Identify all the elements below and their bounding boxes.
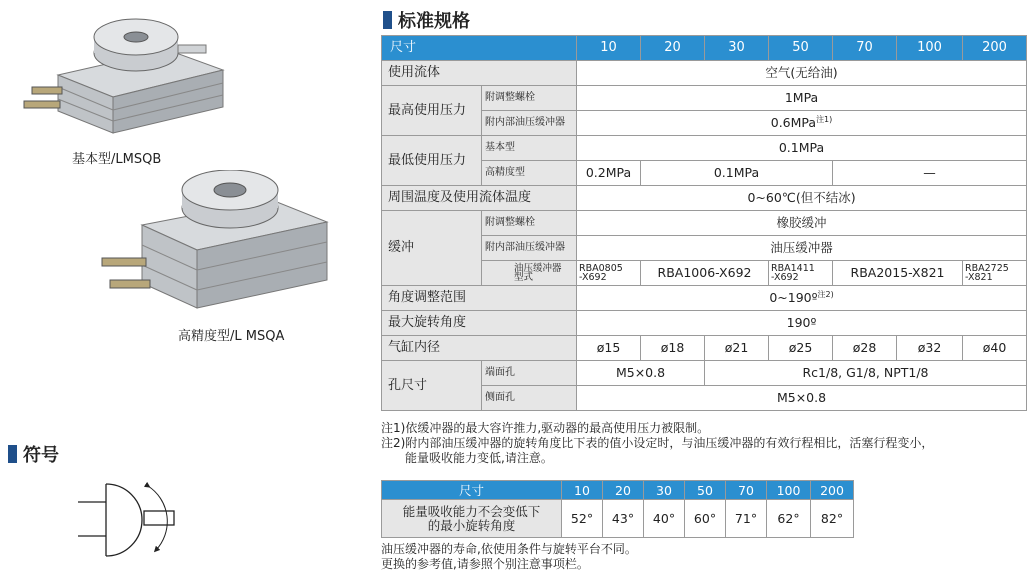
shock-model: RBA2015-X821 (833, 261, 963, 286)
temperature-value: 0~60℃(但不结冰) (577, 186, 1027, 211)
shock-model (769, 261, 833, 286)
bore-row (382, 336, 1027, 361)
max-pressure-bolt-value: 1MPa (577, 86, 1027, 111)
shock-model-label (482, 261, 577, 286)
max-pressure-shock-text: 0.6MPa (770, 115, 817, 131)
rotary-actuator-symbol-icon (76, 476, 186, 566)
bore-value: ø21 (705, 336, 769, 361)
note-2-ref: 注2) (817, 290, 834, 300)
size-col: 20 (603, 481, 644, 500)
fluid-value: 空气(无给油) (577, 61, 1027, 86)
basic-type-product-image (18, 15, 238, 140)
cushion-label: 缓冲 (382, 211, 482, 286)
note-1: 注1)依缓冲器的最大容许推力,驱动器的最高使用压力被限制。 (381, 421, 710, 435)
spec-table (381, 35, 1027, 411)
angle-range-label: 角度调整范围 (382, 286, 577, 311)
footer-notes (381, 542, 637, 572)
min-pressure-precision-value: 0.1MPa (641, 161, 833, 186)
size-header: 尺寸 (382, 36, 577, 61)
bore-value: ø15 (577, 336, 641, 361)
note-2-continued: 能量吸收能力变低,请注意。 (405, 451, 553, 465)
note-1-ref: 注1) (816, 115, 833, 125)
cushion-bolt-value: 橡胶缓冲 (577, 211, 1027, 236)
shock-model: RBA1006-X692 (641, 261, 769, 286)
temperature-row (382, 186, 1027, 211)
min-angle-value-row (382, 500, 854, 538)
size-col: 100 (897, 36, 963, 61)
note-2: 注2)附内部油压缓冲器的旋转角度比下表的值小设定时，与油压缓冲器的有效行程相比，活塞行程变小， (381, 436, 934, 450)
spec-header-row (382, 36, 1027, 61)
max-angle-label: 最大旋转角度 (382, 311, 577, 336)
angle-range-row (382, 286, 1027, 311)
port-label: 孔尺寸 (382, 361, 482, 411)
size-col: 20 (641, 36, 705, 61)
size-col: 50 (769, 36, 833, 61)
min-pressure-row (382, 136, 1027, 161)
basic-type-label: 基本型 (482, 136, 577, 161)
shock-model-line1: RBA0805 (579, 262, 623, 274)
precision-type-caption: 高精度型/L MSQA (178, 329, 285, 344)
bore-label: 气缸内径 (382, 336, 577, 361)
end-port-large-value: Rc1/8, G1/8, NPT1/8 (705, 361, 1027, 386)
min-angle-label-line2: 的最小旋转角度 (427, 517, 516, 533)
max-angle-row (382, 311, 1027, 336)
size-col: 70 (833, 36, 897, 61)
min-angle-value: 62° (767, 500, 811, 538)
heading-marker-icon (8, 445, 17, 463)
adjust-bolt-label: 附调整螺栓 (482, 86, 577, 111)
cushion-bolt-label: 附调整螺栓 (482, 211, 577, 236)
precision-type-product-image (92, 170, 337, 320)
min-angle-value: 71° (726, 500, 767, 538)
size-col: 200 (811, 481, 854, 500)
basic-type-caption: 基本型/LMSQB (72, 152, 162, 167)
min-angle-value: 43° (603, 500, 644, 538)
max-pressure-label: 最高使用压力 (382, 86, 482, 136)
fluid-row (382, 61, 1027, 86)
size-col: 100 (767, 481, 811, 500)
heading-marker-icon (383, 11, 392, 29)
bore-value: ø40 (963, 336, 1027, 361)
min-angle-label-line1: 能量吸收能力不会变低下 (402, 503, 541, 519)
max-angle-value: 190º (577, 311, 1027, 336)
min-pressure-precision-value: — (833, 161, 1027, 186)
fluid-label: 使用流体 (382, 61, 577, 86)
shock-model-line2: -X692 (771, 272, 799, 283)
symbol-heading (8, 441, 59, 467)
spec-title: 标准规格 (398, 11, 470, 32)
shock-model-label-line2: 型式 (514, 272, 534, 283)
max-pressure-row (382, 86, 1027, 111)
notes (381, 421, 1031, 466)
max-pressure-shock-value (577, 111, 1027, 136)
size-col: 70 (726, 481, 767, 500)
shock-model-line2: -X692 (579, 272, 607, 283)
side-port-value: M5×0.8 (577, 386, 1027, 411)
size-col: 10 (562, 481, 603, 500)
shock-model-line1: RBA1411 (771, 262, 815, 274)
min-pressure-label: 最低使用压力 (382, 136, 482, 186)
min-angle-value: 82° (811, 500, 854, 538)
size-col: 30 (705, 36, 769, 61)
end-port-small-value: M5×0.8 (577, 361, 705, 386)
shock-model-label-line1: 油压缓冲器 (514, 262, 562, 274)
cushion-row (382, 211, 1027, 236)
angle-range-value (577, 286, 1027, 311)
cushion-shock-value: 油压缓冲器 (577, 236, 1027, 261)
spec-heading (383, 7, 470, 33)
size-col: 200 (963, 36, 1027, 61)
shock-model (577, 261, 641, 286)
shock-model (963, 261, 1027, 286)
size-col: 10 (577, 36, 641, 61)
angle-range-text: 0~190º (769, 290, 818, 306)
shock-model-line2: -X821 (965, 272, 993, 283)
shock-absorber-label: 附内部油压缓冲器 (482, 111, 577, 136)
shock-model-line1: RBA2725 (965, 262, 1009, 274)
min-pressure-basic-value: 0.1MPa (577, 136, 1027, 161)
precision-type-label: 高精度型 (482, 161, 577, 186)
footer-line-2: 更换的参考值,请参照个别注意事项栏。 (381, 557, 589, 571)
min-angle-value: 40° (644, 500, 685, 538)
temperature-label: 周围温度及使用流体温度 (382, 186, 577, 211)
size-col: 50 (685, 481, 726, 500)
bore-value: ø18 (641, 336, 705, 361)
min-pressure-precision-value: 0.2MPa (577, 161, 641, 186)
min-angle-value: 52° (562, 500, 603, 538)
size-col: 30 (644, 481, 685, 500)
footer-line-1: 油压缓冲器的寿命,依使用条件与旋转平台不同。 (381, 542, 637, 556)
end-port-label: 端面孔 (482, 361, 577, 386)
min-angle-value: 60° (685, 500, 726, 538)
cushion-shock-label: 附内部油压缓冲器 (482, 236, 577, 261)
symbol-title: 符号 (23, 445, 59, 466)
min-angle-row-label (382, 500, 562, 538)
side-port-label: 侧面孔 (482, 386, 577, 411)
bore-value: ø28 (833, 336, 897, 361)
min-angle-header-row (382, 481, 854, 500)
bore-value: ø32 (897, 336, 963, 361)
port-end-row (382, 361, 1027, 386)
bore-value: ø25 (769, 336, 833, 361)
min-angle-size-header: 尺寸 (382, 481, 562, 500)
min-angle-table (381, 480, 854, 538)
